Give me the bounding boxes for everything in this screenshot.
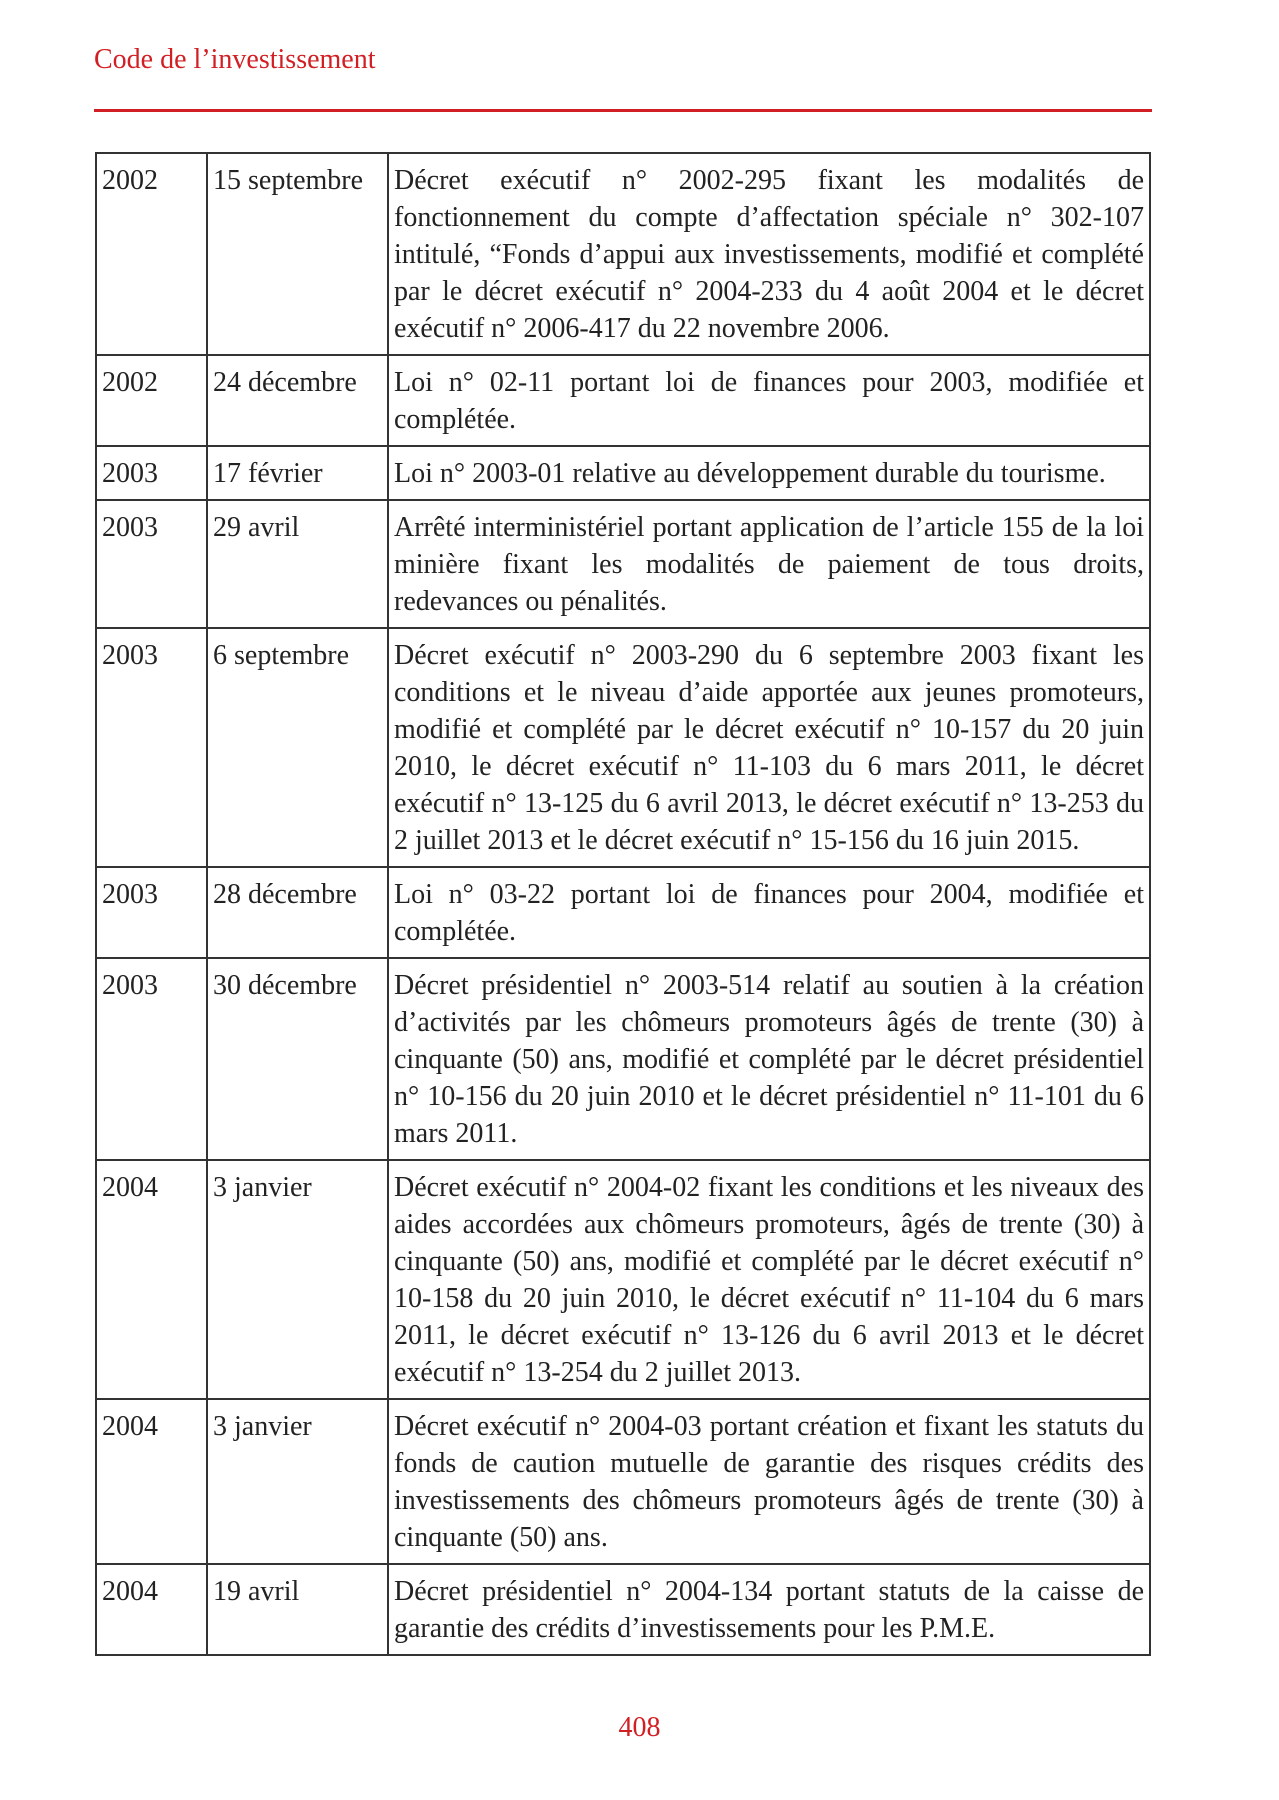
row-description: Arrêté interministériel portant application de l’article 155 de la loi minière fixant les modalités de paiement de tous droits, redevances ou pénalités. <box>388 500 1150 628</box>
table-row <box>96 355 1150 446</box>
row-description: Loi n° 03-22 portant loi de finances pour 2004, modifiée et complétée. <box>388 867 1150 958</box>
row-year: 2003 <box>96 500 207 628</box>
row-date: 29 avril <box>207 500 388 628</box>
row-date: 3 janvier <box>207 1399 388 1564</box>
row-year: 2003 <box>96 867 207 958</box>
row-year: 2003 <box>96 628 207 867</box>
row-date: 17 février <box>207 446 388 500</box>
row-date: 6 septembre <box>207 628 388 867</box>
row-description: Décret exécutif n° 2002-295 fixant les modalités de fonctionnement du compte d’affectation spéciale n° 302-107 intitulé, “Fonds d’appui aux investissements, modifié et complété par le décret exécutif n° 2004-233 du 4 août 2004 et le décret exécutif n° 2006-417 du 22 novembre 2006. <box>388 153 1150 355</box>
row-year: 2004 <box>96 1399 207 1564</box>
row-year: 2002 <box>96 153 207 355</box>
table-row <box>96 153 1150 355</box>
table-row <box>96 867 1150 958</box>
table-row <box>96 446 1150 500</box>
table-row <box>96 500 1150 628</box>
row-description: Décret exécutif n° 2004-02 fixant les conditions et les niveaux des aides accordées aux chômeurs promoteurs, âgés de trente (30) à cinquante (50) ans, modifié et complété par le décret exécutif n° 10-158 du 20 juin 2010, le décret exécutif n° 11-104 du 6 mars 2011, le décret exécutif n° 13-126 du 6 avril 2013 et le décret exécutif n° 13-254 du 2 juillet 2013. <box>388 1160 1150 1399</box>
page-header-title: Code de l’investissement <box>94 44 376 75</box>
legislation-chronology-table <box>95 152 1151 1656</box>
row-year: 2004 <box>96 1160 207 1399</box>
row-date: 19 avril <box>207 1564 388 1655</box>
table-row <box>96 628 1150 867</box>
row-date: 15 septembre <box>207 153 388 355</box>
row-year: 2004 <box>96 1564 207 1655</box>
page-number: 408 <box>618 1712 661 1743</box>
table-row <box>96 958 1150 1160</box>
row-description: Décret exécutif n° 2003-290 du 6 septembre 2003 fixant les conditions et le niveau d’aide apportée aux jeunes promoteurs, modifié et complété par le décret exécutif n° 10-157 du 20 juin 2010, le décret exécutif n° 11-103 du 6 mars 2011, le décret exécutif n° 13-125 du 6 avril 2013, le décret exécutif n° 13-253 du 2 juillet 2013 et le décret exécutif n° 15-156 du 16 juin 2015. <box>388 628 1150 867</box>
row-description: Décret présidentiel n° 2004-134 portant statuts de la caisse de garantie des crédits d’investissements pour les P.M.E. <box>388 1564 1150 1655</box>
table-row <box>96 1399 1150 1564</box>
header-divider <box>94 109 1152 112</box>
row-description: Décret exécutif n° 2004-03 portant création et fixant les statuts du fonds de caution mutuelle de garantie des risques crédits des investissements des chômeurs promoteurs âgés de trente (30) à cinquante (50) ans. <box>388 1399 1150 1564</box>
row-date: 24 décembre <box>207 355 388 446</box>
row-description: Décret présidentiel n° 2003-514 relatif au soutien à la création d’activités par les chômeurs promoteurs âgés de trente (30) à cinquante (50) ans, modifié et complété par le décret présidentiel n° 10-156 du 20 juin 2010 et le décret présidentiel n° 11-101 du 6 mars 2011. <box>388 958 1150 1160</box>
table-row <box>96 1564 1150 1655</box>
row-description: Loi n° 02-11 portant loi de finances pour 2003, modifiée et complétée. <box>388 355 1150 446</box>
row-year: 2002 <box>96 355 207 446</box>
row-date: 3 janvier <box>207 1160 388 1399</box>
row-date: 30 décembre <box>207 958 388 1160</box>
row-description: Loi n° 2003-01 relative au développement durable du tourisme. <box>388 446 1150 500</box>
table-row <box>96 1160 1150 1399</box>
row-year: 2003 <box>96 446 207 500</box>
row-date: 28 décembre <box>207 867 388 958</box>
row-year: 2003 <box>96 958 207 1160</box>
